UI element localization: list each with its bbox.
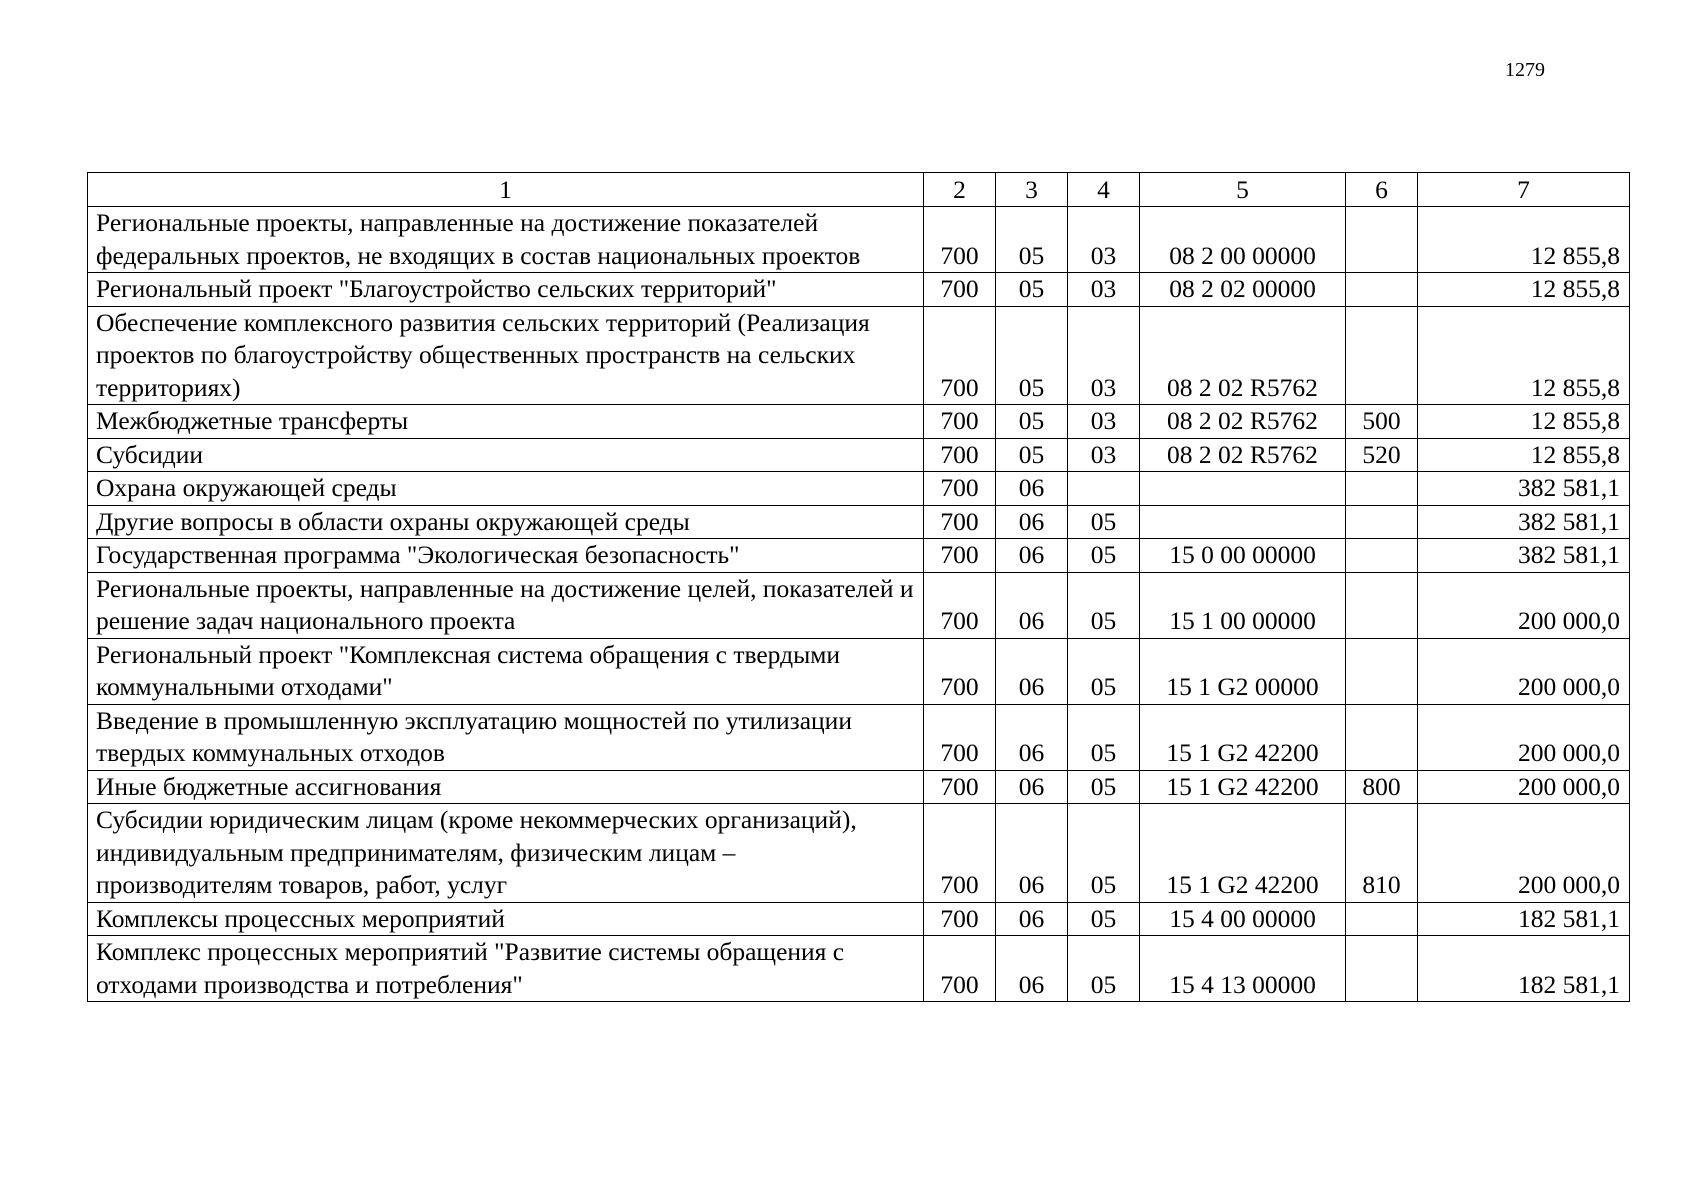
row-cell-4: 03 xyxy=(1068,405,1140,439)
row-cell-2: 700 xyxy=(924,505,996,539)
table-row xyxy=(88,472,1630,506)
row-cell-5 xyxy=(1140,472,1346,506)
row-cell-2: 700 xyxy=(924,405,996,439)
row-cell-6 xyxy=(1346,704,1418,770)
row-cell-4: 05 xyxy=(1068,505,1140,539)
header-cell-3: 3 xyxy=(996,173,1068,207)
row-name-cell: Охрана окружающей среды xyxy=(88,472,924,506)
row-name-cell: Введение в промышленную эксплуатацию мощностей по утилизации твердых коммунальных отходов xyxy=(88,704,924,770)
row-name-cell: Региональные проекты, направленные на достижение показателей федеральных проектов, не входящих в состав национальных проектов xyxy=(88,207,924,273)
header-cell-7: 7 xyxy=(1418,173,1630,207)
table-row xyxy=(88,902,1630,936)
row-cell-6 xyxy=(1346,472,1418,506)
row-name-cell: Субсидии юридическим лицам (кроме некоммерческих организаций), индивидуальным предпринимателям, физическим лицам – производителям товаров, работ, услуг xyxy=(88,804,924,903)
row-cell-7: 200 000,0 xyxy=(1418,704,1630,770)
row-cell-7: 382 581,1 xyxy=(1418,505,1630,539)
row-cell-4: 03 xyxy=(1068,207,1140,273)
row-cell-6 xyxy=(1346,539,1418,573)
row-cell-7: 182 581,1 xyxy=(1418,936,1630,1002)
row-cell-5: 15 1 G2 00000 xyxy=(1140,638,1346,704)
header-cell-2: 2 xyxy=(924,173,996,207)
row-cell-5: 15 1 G2 42200 xyxy=(1140,804,1346,903)
table-row xyxy=(88,438,1630,472)
row-cell-7: 12 855,8 xyxy=(1418,273,1630,307)
row-cell-4: 05 xyxy=(1068,902,1140,936)
row-cell-7: 200 000,0 xyxy=(1418,804,1630,903)
row-cell-7: 200 000,0 xyxy=(1418,638,1630,704)
page-number: 1279 xyxy=(1505,59,1545,81)
row-cell-2: 700 xyxy=(924,804,996,903)
row-cell-4: 05 xyxy=(1068,936,1140,1002)
row-cell-5: 15 1 G2 42200 xyxy=(1140,770,1346,804)
row-cell-4: 05 xyxy=(1068,539,1140,573)
row-cell-6 xyxy=(1346,207,1418,273)
row-cell-4: 05 xyxy=(1068,704,1140,770)
row-cell-2: 700 xyxy=(924,539,996,573)
row-name-cell: Комплекс процессных мероприятий "Развитие системы обращения с отходами производства и потребления" xyxy=(88,936,924,1002)
row-cell-3: 06 xyxy=(996,638,1068,704)
row-cell-3: 06 xyxy=(996,472,1068,506)
table-row xyxy=(88,273,1630,307)
row-cell-6 xyxy=(1346,273,1418,307)
row-cell-6 xyxy=(1346,638,1418,704)
row-cell-6 xyxy=(1346,936,1418,1002)
row-cell-6 xyxy=(1346,306,1418,405)
row-cell-3: 05 xyxy=(996,306,1068,405)
table-row xyxy=(88,704,1630,770)
row-cell-5: 08 2 02 R5762 xyxy=(1140,405,1346,439)
row-name-cell: Региональный проект "Комплексная система обращения с твердыми коммунальными отходами" xyxy=(88,638,924,704)
row-cell-2: 700 xyxy=(924,207,996,273)
row-cell-4: 03 xyxy=(1068,306,1140,405)
row-cell-4: 05 xyxy=(1068,804,1140,903)
row-cell-5: 15 4 13 00000 xyxy=(1140,936,1346,1002)
row-cell-4: 03 xyxy=(1068,438,1140,472)
row-cell-2: 700 xyxy=(924,306,996,405)
header-cell-6: 6 xyxy=(1346,173,1418,207)
row-cell-4: 05 xyxy=(1068,638,1140,704)
row-cell-5: 15 1 00 00000 xyxy=(1140,572,1346,638)
row-cell-7: 382 581,1 xyxy=(1418,539,1630,573)
table-row xyxy=(88,207,1630,273)
row-cell-2: 700 xyxy=(924,273,996,307)
row-name-cell: Комплексы процессных мероприятий xyxy=(88,902,924,936)
row-name-cell: Государственная программа "Экологическая безопасность" xyxy=(88,539,924,573)
row-cell-7: 12 855,8 xyxy=(1418,405,1630,439)
row-cell-7: 12 855,8 xyxy=(1418,207,1630,273)
row-name-cell: Субсидии xyxy=(88,438,924,472)
row-cell-7: 382 581,1 xyxy=(1418,472,1630,506)
row-cell-5: 08 2 02 00000 xyxy=(1140,273,1346,307)
row-cell-2: 700 xyxy=(924,438,996,472)
row-name-cell: Региональный проект "Благоустройство сельских территорий" xyxy=(88,273,924,307)
row-cell-3: 06 xyxy=(996,505,1068,539)
table-header-row xyxy=(88,173,1630,207)
row-cell-3: 05 xyxy=(996,405,1068,439)
table-row xyxy=(88,505,1630,539)
table-row xyxy=(88,405,1630,439)
row-cell-7: 200 000,0 xyxy=(1418,572,1630,638)
row-cell-3: 06 xyxy=(996,539,1068,573)
row-cell-5: 15 4 00 00000 xyxy=(1140,902,1346,936)
row-cell-7: 182 581,1 xyxy=(1418,902,1630,936)
row-name-cell: Обеспечение комплексного развития сельских территорий (Реализация проектов по благоустройству общественных пространств на сельских территориях) xyxy=(88,306,924,405)
table-row xyxy=(88,804,1630,903)
row-cell-5: 15 0 00 00000 xyxy=(1140,539,1346,573)
row-cell-4: 05 xyxy=(1068,770,1140,804)
table-row xyxy=(88,306,1630,405)
header-cell-5: 5 xyxy=(1140,173,1346,207)
table-row xyxy=(88,638,1630,704)
row-cell-7: 200 000,0 xyxy=(1418,770,1630,804)
row-cell-3: 05 xyxy=(996,273,1068,307)
row-cell-3: 05 xyxy=(996,207,1068,273)
row-name-cell: Межбюджетные трансферты xyxy=(88,405,924,439)
row-cell-5: 08 2 02 R5762 xyxy=(1140,438,1346,472)
table-row xyxy=(88,770,1630,804)
row-name-cell: Региональные проекты, направленные на достижение целей, показателей и решение задач национального проекта xyxy=(88,572,924,638)
table-row xyxy=(88,572,1630,638)
row-cell-6 xyxy=(1346,505,1418,539)
row-cell-6 xyxy=(1346,902,1418,936)
row-cell-6 xyxy=(1346,572,1418,638)
row-cell-5: 08 2 00 00000 xyxy=(1140,207,1346,273)
row-cell-3: 06 xyxy=(996,704,1068,770)
row-cell-7: 12 855,8 xyxy=(1418,306,1630,405)
row-cell-5 xyxy=(1140,505,1346,539)
row-cell-4: 05 xyxy=(1068,572,1140,638)
row-name-cell: Иные бюджетные ассигнования xyxy=(88,770,924,804)
row-cell-3: 05 xyxy=(996,438,1068,472)
row-cell-4: 03 xyxy=(1068,273,1140,307)
row-name-cell: Другие вопросы в области охраны окружающей среды xyxy=(88,505,924,539)
header-cell-4: 4 xyxy=(1068,173,1140,207)
row-cell-3: 06 xyxy=(996,936,1068,1002)
row-cell-6: 800 xyxy=(1346,770,1418,804)
row-cell-4 xyxy=(1068,472,1140,506)
row-cell-2: 700 xyxy=(924,936,996,1002)
header-cell-1: 1 xyxy=(88,173,924,207)
row-cell-2: 700 xyxy=(924,472,996,506)
row-cell-2: 700 xyxy=(924,572,996,638)
row-cell-5: 15 1 G2 42200 xyxy=(1140,704,1346,770)
row-cell-3: 06 xyxy=(996,902,1068,936)
row-cell-3: 06 xyxy=(996,770,1068,804)
row-cell-5: 08 2 02 R5762 xyxy=(1140,306,1346,405)
table-row xyxy=(88,936,1630,1002)
budget-table xyxy=(87,172,1630,1002)
row-cell-3: 06 xyxy=(996,572,1068,638)
row-cell-2: 700 xyxy=(924,902,996,936)
row-cell-2: 700 xyxy=(924,638,996,704)
row-cell-7: 12 855,8 xyxy=(1418,438,1630,472)
row-cell-6: 810 xyxy=(1346,804,1418,903)
row-cell-6: 520 xyxy=(1346,438,1418,472)
table-row xyxy=(88,539,1630,573)
row-cell-6: 500 xyxy=(1346,405,1418,439)
row-cell-3: 06 xyxy=(996,804,1068,903)
row-cell-2: 700 xyxy=(924,770,996,804)
row-cell-2: 700 xyxy=(924,704,996,770)
